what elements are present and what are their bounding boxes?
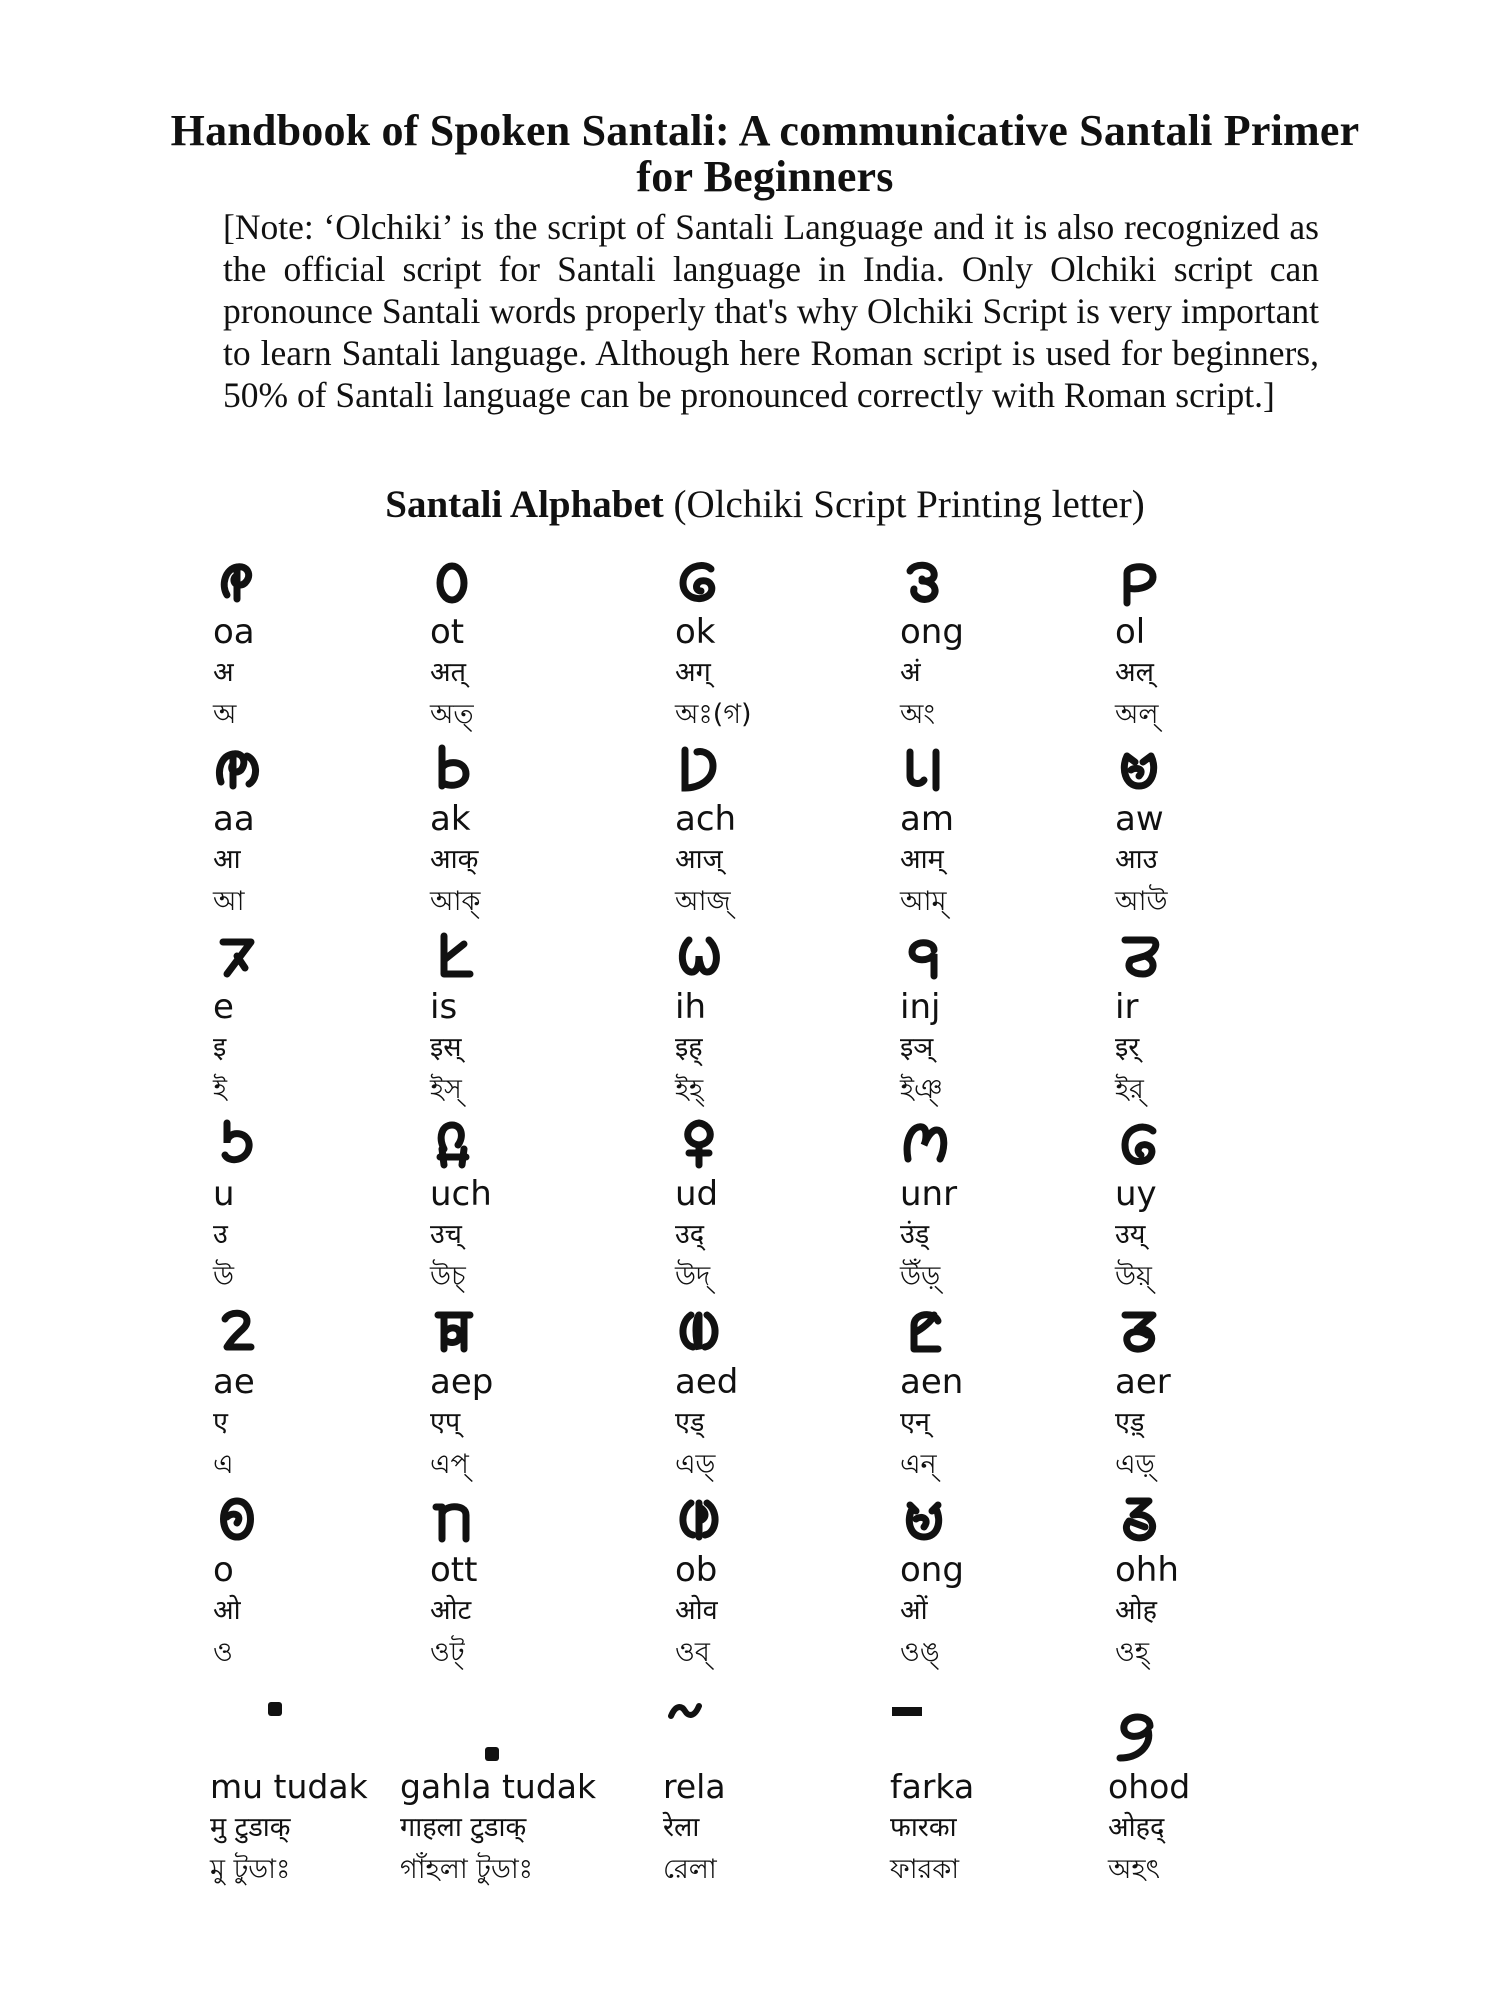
letter-cell bbox=[213, 555, 423, 737]
letter-bengali: ও bbox=[213, 1637, 233, 1668]
letter-roman: e bbox=[213, 987, 234, 1027]
letter-roman: uy bbox=[1115, 1174, 1157, 1214]
olchiki-is-icon bbox=[430, 930, 640, 986]
letter-cell bbox=[675, 555, 885, 737]
letter-cell bbox=[213, 742, 423, 924]
sign-roman: farka bbox=[890, 1767, 975, 1806]
letter-roman: aer bbox=[1115, 1362, 1171, 1402]
letter-cell bbox=[213, 1117, 423, 1299]
letter-cell bbox=[430, 1493, 640, 1675]
letter-roman: ot bbox=[430, 612, 465, 652]
letter-devanagari: इ bbox=[213, 1032, 227, 1063]
letter-roman: oa bbox=[213, 612, 255, 652]
letter-roman: o bbox=[213, 1550, 234, 1590]
olchiki-la-icon bbox=[213, 555, 423, 611]
letter-cell bbox=[1115, 1117, 1325, 1299]
letter-bengali: ওঙ্ bbox=[900, 1637, 940, 1668]
olchiki-ih-icon bbox=[675, 930, 885, 986]
letter-devanagari: इस् bbox=[430, 1032, 462, 1063]
olchiki-ud-icon bbox=[675, 1117, 885, 1173]
letter-bengali: ই bbox=[213, 1074, 228, 1105]
letter-devanagari: उद् bbox=[675, 1219, 705, 1250]
letter-bengali: ওট্ bbox=[430, 1637, 465, 1668]
letter-bengali: আক্ bbox=[430, 886, 481, 917]
letter-roman: ud bbox=[675, 1174, 719, 1214]
letter-bengali: অ bbox=[213, 699, 237, 730]
sign-devanagari: मु टुडाक् bbox=[210, 1812, 291, 1843]
letter-cell bbox=[675, 742, 885, 924]
letter-cell bbox=[430, 930, 640, 1112]
letter-devanagari: इञ् bbox=[900, 1032, 934, 1063]
letter-bengali: এড়্ bbox=[1115, 1449, 1155, 1480]
olchiki-aaw-icon bbox=[1115, 742, 1325, 798]
letter-roman: ok bbox=[675, 612, 716, 652]
letter-bengali: ওহ্ bbox=[1115, 1637, 1150, 1668]
letter-roman: ih bbox=[675, 987, 706, 1027]
intro-note: [Note: ‘Olchiki’ is the script of Santali Language and it is also recognized as the official script for Santali language in India. Only Olchiki script can pronounce Santali words properly that's why Olchiki Script is very important to learn Santali language. Although here Roman script is used for beginners, 50% of Santali language can be pronounced correctly with Roman script.] bbox=[223, 207, 1319, 415]
letter-cell bbox=[430, 555, 640, 737]
letter-roman: am bbox=[900, 799, 954, 839]
sign-devanagari: रेला bbox=[663, 1812, 700, 1843]
letter-devanagari: आज् bbox=[675, 844, 723, 875]
letter-bengali: এ bbox=[213, 1449, 234, 1480]
olchiki-al-icon bbox=[1115, 555, 1325, 611]
letter-devanagari: अं bbox=[900, 657, 921, 688]
letter-roman: aa bbox=[213, 799, 255, 839]
olchiki-aak-icon bbox=[430, 742, 640, 798]
letter-bengali: অত্ bbox=[430, 699, 474, 730]
letter-cell bbox=[900, 930, 1110, 1112]
olchiki-aam-icon bbox=[900, 742, 1110, 798]
letter-roman: unr bbox=[900, 1174, 958, 1214]
letter-devanagari: ओ bbox=[213, 1595, 241, 1626]
sign-roman: gahla tudak bbox=[400, 1767, 597, 1806]
letter-bengali: উদ্ bbox=[675, 1261, 711, 1292]
letter-devanagari: आक् bbox=[430, 844, 479, 875]
letter-cell bbox=[675, 930, 885, 1112]
letter-roman: aed bbox=[675, 1362, 739, 1402]
olchiki-lo-icon bbox=[213, 1493, 423, 1549]
olchiki-laa-icon bbox=[213, 742, 423, 798]
letter-devanagari: आउ bbox=[1115, 844, 1158, 875]
letter-roman: ott bbox=[430, 1550, 478, 1590]
letter-devanagari: ओव bbox=[675, 1595, 718, 1626]
letter-devanagari: उ bbox=[213, 1219, 228, 1250]
olchiki-ang-icon bbox=[900, 555, 1110, 611]
sign-cell bbox=[663, 1768, 873, 1892]
letter-roman: ae bbox=[213, 1362, 255, 1402]
letter-cell bbox=[1115, 555, 1325, 737]
olchiki-aaj-icon bbox=[675, 742, 885, 798]
sign-devanagari: फारका bbox=[890, 1812, 957, 1843]
letter-devanagari: एड् bbox=[675, 1407, 705, 1438]
letter-bengali: আজ্ bbox=[675, 886, 731, 917]
letter-devanagari: अग् bbox=[675, 657, 711, 688]
letter-devanagari: उच् bbox=[430, 1219, 462, 1250]
letter-roman: is bbox=[430, 987, 458, 1027]
alphabet-heading-bold: Santali Alphabet bbox=[385, 483, 664, 526]
sign-bengali: ফারকা bbox=[890, 1854, 960, 1885]
letter-cell bbox=[900, 555, 1110, 737]
letter-bengali: অঃ(গ) bbox=[675, 699, 752, 730]
letter-bengali: অং bbox=[900, 699, 936, 730]
alphabet-heading-rest: (Olchiki Script Printing letter) bbox=[663, 483, 1145, 526]
letter-roman: ob bbox=[675, 1550, 718, 1590]
letter-roman: ohh bbox=[1115, 1550, 1179, 1590]
letter-devanagari: एप् bbox=[430, 1407, 461, 1438]
olchiki-lu-icon bbox=[213, 1117, 423, 1173]
letter-roman: ong bbox=[900, 1550, 964, 1590]
letter-bengali: ইস্ bbox=[430, 1074, 462, 1105]
letter-cell bbox=[1115, 1305, 1325, 1487]
letter-bengali: ইহ্ bbox=[675, 1074, 704, 1105]
letter-bengali: এন্ bbox=[900, 1449, 937, 1480]
letter-devanagari: आ bbox=[213, 844, 241, 875]
letter-devanagari: इह् bbox=[675, 1032, 703, 1063]
sign-devanagari: ओहद् bbox=[1108, 1812, 1165, 1843]
sign-bengali: রেলা bbox=[663, 1854, 717, 1885]
letter-devanagari: उय् bbox=[1115, 1219, 1146, 1250]
olchiki-en-icon bbox=[900, 1305, 1110, 1361]
letter-roman: aw bbox=[1115, 799, 1164, 839]
sign-devanagari: गाहला टुडाक् bbox=[400, 1812, 527, 1843]
letter-devanagari: अल् bbox=[1115, 657, 1154, 688]
sign-roman: rela bbox=[663, 1767, 726, 1806]
letter-bengali: আম্ bbox=[900, 886, 947, 917]
letter-bengali: এপ্ bbox=[430, 1449, 469, 1480]
letter-bengali: আউ bbox=[1115, 886, 1168, 917]
olchiki-ov-icon bbox=[900, 1493, 1110, 1549]
letter-devanagari: ओं bbox=[900, 1595, 928, 1626]
letter-bengali: আ bbox=[213, 886, 245, 917]
letter-cell bbox=[900, 1117, 1110, 1299]
olchiki-ir-icon bbox=[1115, 930, 1325, 986]
olchiki-ep-icon bbox=[430, 1305, 640, 1361]
olchiki-li-icon bbox=[213, 930, 423, 986]
olchiki-unn-icon bbox=[900, 1117, 1110, 1173]
letter-cell bbox=[900, 1493, 1110, 1675]
letter-roman: inj bbox=[900, 987, 941, 1027]
olchiki-oh-icon bbox=[1115, 1493, 1325, 1549]
letter-cell bbox=[213, 930, 423, 1112]
olchiki-edd-icon bbox=[675, 1305, 885, 1361]
ahad-icon bbox=[1110, 1708, 1162, 1764]
letter-cell bbox=[675, 1493, 885, 1675]
letter-bengali: অল্ bbox=[1115, 699, 1159, 730]
sign-cell bbox=[210, 1768, 420, 1892]
letter-bengali: এড্ bbox=[675, 1449, 716, 1480]
letter-bengali: উঁড়্ bbox=[900, 1261, 941, 1292]
letter-cell bbox=[430, 742, 640, 924]
olchiki-at-icon bbox=[430, 555, 640, 611]
letter-bengali: ইঞ্ bbox=[900, 1074, 943, 1105]
letter-cell bbox=[213, 1305, 423, 1487]
letter-roman: uch bbox=[430, 1174, 492, 1214]
sign-bengali: গাঁহলা টুডাঃ bbox=[400, 1854, 534, 1885]
letter-bengali: ইর্ bbox=[1115, 1074, 1144, 1105]
letter-roman: ol bbox=[1115, 612, 1146, 652]
letter-roman: aen bbox=[900, 1362, 964, 1402]
letter-cell bbox=[675, 1305, 885, 1487]
relaa-tilde-icon bbox=[668, 1700, 702, 1722]
letter-roman: ak bbox=[430, 799, 471, 839]
sign-cell bbox=[400, 1768, 640, 1892]
sign-roman: ohod bbox=[1108, 1767, 1191, 1806]
letter-cell bbox=[430, 1305, 640, 1487]
gaahlaa-ttuddaag-dot-icon bbox=[485, 1747, 499, 1761]
sign-cell bbox=[1108, 1768, 1318, 1892]
olchiki-le-icon bbox=[213, 1305, 423, 1361]
letter-bengali: উচ্ bbox=[430, 1261, 466, 1292]
letter-roman: aep bbox=[430, 1362, 494, 1402]
letter-devanagari: एड़् bbox=[1115, 1407, 1145, 1438]
letter-devanagari: उंड् bbox=[900, 1219, 930, 1250]
olchiki-uc-icon bbox=[430, 1117, 640, 1173]
letter-devanagari: आम् bbox=[900, 844, 944, 875]
letter-devanagari: इर् bbox=[1115, 1032, 1140, 1063]
letter-cell bbox=[900, 742, 1110, 924]
sign-roman: mu tudak bbox=[210, 1767, 368, 1806]
letter-cell bbox=[430, 1117, 640, 1299]
sign-cell bbox=[890, 1768, 1100, 1892]
letter-cell bbox=[1115, 930, 1325, 1112]
letter-devanagari: एन् bbox=[900, 1407, 930, 1438]
olchiki-ob-icon bbox=[675, 1493, 885, 1549]
olchiki-ott-icon bbox=[430, 1493, 640, 1549]
letter-roman: ir bbox=[1115, 987, 1139, 1027]
letter-devanagari: ओट bbox=[430, 1595, 472, 1626]
olchiki-ag-icon bbox=[675, 555, 885, 611]
letter-cell bbox=[1115, 742, 1325, 924]
mu-ttuddag-dot-icon bbox=[268, 1702, 282, 1716]
letter-cell bbox=[213, 1493, 423, 1675]
letter-cell bbox=[1115, 1493, 1325, 1675]
letter-roman: u bbox=[213, 1174, 235, 1214]
letter-cell bbox=[675, 1117, 885, 1299]
olchiki-iny-icon bbox=[900, 930, 1110, 986]
letter-devanagari: ओह bbox=[1115, 1595, 1157, 1626]
phaarkaa-bar-icon bbox=[892, 1707, 922, 1716]
letter-roman: ach bbox=[675, 799, 737, 839]
letter-bengali: ওব্ bbox=[675, 1637, 710, 1668]
letter-bengali: উয়্ bbox=[1115, 1261, 1152, 1292]
letter-bengali: উ bbox=[213, 1261, 235, 1292]
letter-devanagari: अत् bbox=[430, 657, 467, 688]
olchiki-uy-icon bbox=[1115, 1117, 1325, 1173]
page-title: Handbook of Spoken Santali: A communicative Santali Primer for Beginners bbox=[170, 106, 1360, 201]
sign-bengali: মু টুডাঃ bbox=[210, 1854, 291, 1885]
olchiki-err-icon bbox=[1115, 1305, 1325, 1361]
letter-cell bbox=[900, 1305, 1110, 1487]
sign-bengali: অহৎ bbox=[1108, 1854, 1160, 1885]
letter-devanagari: अ bbox=[213, 657, 234, 688]
letter-devanagari: ए bbox=[213, 1407, 228, 1438]
letter-roman: ong bbox=[900, 612, 964, 652]
